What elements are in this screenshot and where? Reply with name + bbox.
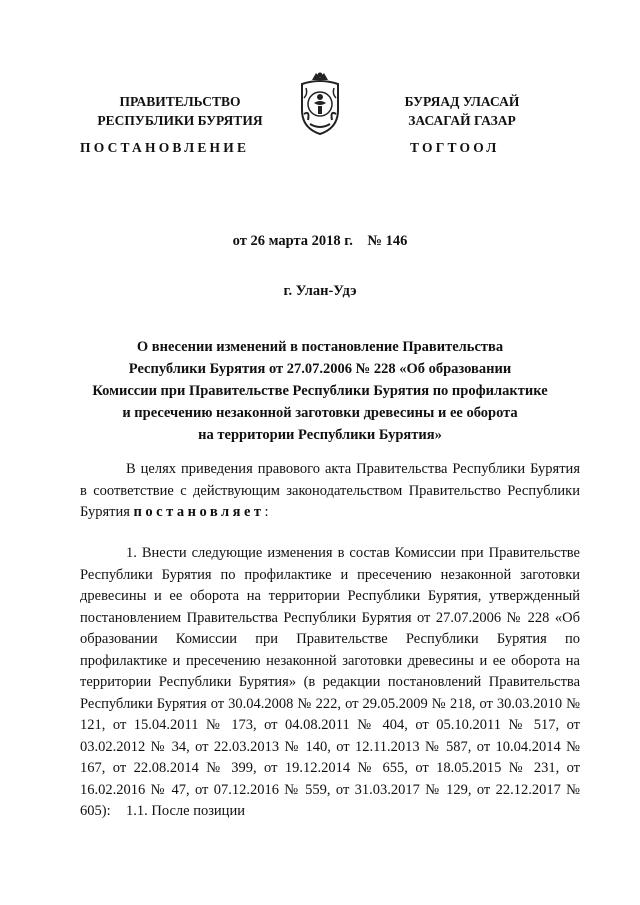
doc-date-number: от 26 марта 2018 г. № 146 bbox=[232, 233, 408, 249]
item-1-1-paragraph: 1.1. После позиции bbox=[126, 803, 245, 819]
header-left-org bbox=[80, 92, 280, 130]
doc-city: г. Улан-Удэ bbox=[283, 283, 357, 299]
doc-type-ru: ПОСТАНОВЛЕНИЕ bbox=[80, 140, 250, 155]
title-line-2: Республики Бурятия от 27.07.2006 № 228 «Об образовании bbox=[128, 361, 512, 377]
title-line-5: на территории Республики Бурятия» bbox=[198, 427, 442, 443]
item-1-paragraph: 1. Внести следующие изменения в состав Комиссии при Правительстве Республики Бурятия по профилактике и пресечению незаконной заготовки древесины и ее оборота на территории Республики Бурятия, утвержденный постановлением Правительства Республики Бурятия от 27.07.2006 № 228 «Об образовании Комиссии при Правительстве Республики Бурятия по профилактике и пресечению незаконной заготовки древесины и ее оборота на территории Республики Бурятия» (в редакции постановлений Правительства Республики Бурятия от 30.04.2008 № 222, от 29.05.2009 № 218, от 30.03.2010 № 121, от 15.04.2011 № 173, от 04.08.2011 № 404, от 05.10.2011 № 517, от 03.02.2012 № 34, от 22.03.2013 № 140, от 12.11.2013 № 587, от 10.04.2014 № 167, от 22.08.2014 № 399, от 19.12.2014 № 655, от 18.05.2015 № 231, от 16.02.2016 № 47, от 07.12.2016 № 559, от 31.03.2017 № 129, от 22.12.2017 № 605): bbox=[80, 545, 580, 819]
title-line-4: и пресечению незаконной заготовки древесины и ее оборота bbox=[122, 405, 518, 421]
header-right-org bbox=[362, 92, 562, 130]
coat-of-arms-emblem bbox=[296, 70, 344, 138]
title-line-3: Комиссии при Правительстве Республики Бурятия по профилактике bbox=[92, 383, 548, 399]
doc-type-bur: ТОГТООЛ bbox=[410, 140, 500, 155]
doc-title bbox=[80, 336, 560, 446]
org-name-bur-line-1: БУРЯАД УЛАСАЙ bbox=[404, 94, 520, 109]
intro-text: В целях приведения правового акта Правительства Республики Бурятия в соответствие с действующим законодательством Правительство Республики Бурятия bbox=[80, 461, 580, 520]
org-name-bur-line-2: ЗАСАГАЙ ГАЗАР bbox=[408, 113, 516, 128]
org-name-line-2: РЕСПУБЛИКИ БУРЯТИЯ bbox=[97, 113, 263, 128]
title-line-1: О внесении изменений в постановление Правительства bbox=[136, 339, 504, 355]
intro-end: : bbox=[264, 504, 269, 520]
resolves-word: постановляет bbox=[133, 504, 265, 520]
org-name-line-1: ПРАВИТЕЛЬСТВО bbox=[119, 94, 241, 109]
intro-paragraph bbox=[80, 459, 580, 524]
